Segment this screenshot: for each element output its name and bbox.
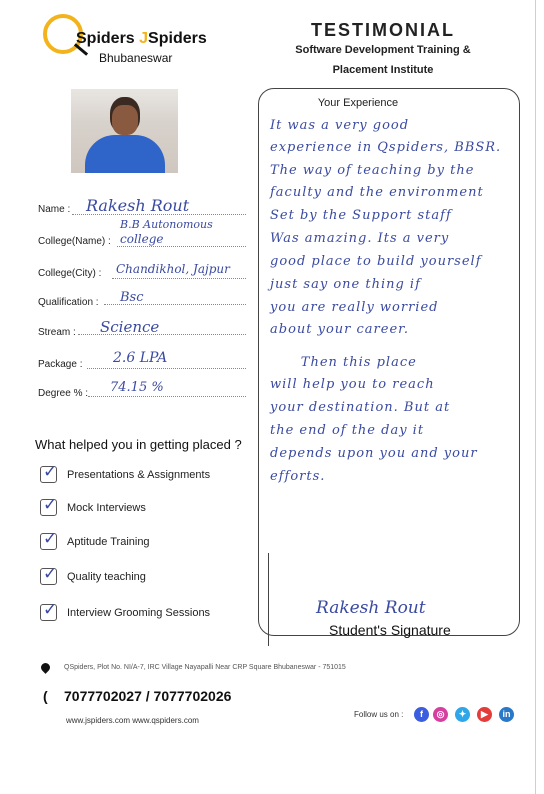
checkmark-icon: ✓ <box>43 600 58 620</box>
name-label: Name : <box>38 204 71 215</box>
phone-icon: ( <box>43 688 48 704</box>
checkbox-mock-interviews[interactable] <box>40 495 58 516</box>
logo-wordmark <box>76 30 207 48</box>
footer-phones: 7077702027 / 7077702026 <box>64 688 232 704</box>
experience-line: depends upon you and your <box>270 446 478 461</box>
follow-us-label: Follow us on : <box>354 710 404 719</box>
subtitle-line-1: Software Development Training & <box>295 44 471 56</box>
page-title: TESTIMONIAL <box>311 20 455 40</box>
helped-item-label: Interview Grooming Sessions <box>67 607 211 619</box>
handwritten-signature: Rakesh Rout <box>316 598 426 618</box>
name-value: Rakesh Rout <box>86 196 190 215</box>
student-photo <box>71 89 178 173</box>
page-subtitle <box>276 40 490 80</box>
experience-line: will help you to reach <box>270 377 435 392</box>
footer-websites: www.jspiders.com www.qspiders.com <box>66 716 199 725</box>
checkmark-icon: ✓ <box>43 495 58 515</box>
experience-line: just say one thing if <box>270 277 421 292</box>
subtitle-line-2: Placement Institute <box>332 64 434 76</box>
experience-line: Then this place <box>270 355 417 370</box>
qualification-value: Bsc <box>120 290 144 305</box>
experience-heading: Your Experience <box>317 97 399 109</box>
experience-line: about your career. <box>270 322 410 337</box>
page-edge <box>535 0 536 794</box>
experience-line: experience in Qspiders, BBSR. <box>270 140 502 155</box>
experience-line: your destination. But at <box>270 400 451 415</box>
stream-value: Science <box>100 318 160 336</box>
experience-line: good place to build yourself <box>270 254 482 269</box>
logo-j-letter: J <box>139 30 149 47</box>
youtube-icon[interactable]: ▶ <box>477 707 492 722</box>
card-divider <box>268 553 269 646</box>
checkbox-presentations[interactable] <box>40 462 58 483</box>
experience-line: Set by the Support staff <box>270 208 452 223</box>
linkedin-icon[interactable]: in <box>499 707 514 722</box>
helped-question: What helped you in getting placed ? <box>35 437 242 452</box>
stream-label: Stream : <box>38 327 76 338</box>
footer-address: QSpiders, Plot No. NI/A-7, IRC Village Nayapalli Near CRP Square Bhubaneswar - 751015 <box>64 664 346 671</box>
helped-item-label: Mock Interviews <box>67 502 146 514</box>
logo-qspiders-text: Spiders <box>76 30 135 47</box>
checkmark-icon: ✓ <box>43 564 58 584</box>
checkbox-quality-teaching[interactable] <box>40 564 58 585</box>
degree-label: Degree % : <box>38 388 89 399</box>
college-city-value: Chandikhol, Jajpur <box>116 262 230 276</box>
package-value: 2.6 LPA <box>113 350 168 366</box>
college-name-label: College(Name) : <box>38 236 111 247</box>
experience-line: It was a very good <box>270 118 410 133</box>
experience-line: the end of the day it <box>270 423 425 438</box>
checkbox-interview-grooming[interactable] <box>40 600 58 621</box>
twitter-icon[interactable]: ✦ <box>455 707 470 722</box>
instagram-icon[interactable]: ◎ <box>433 707 448 722</box>
degree-value: 74.15 % <box>110 380 164 395</box>
experience-line: efforts. <box>270 469 326 484</box>
experience-line: Was amazing. Its a very <box>270 231 450 246</box>
experience-line: The way of teaching by the <box>270 163 475 178</box>
signature-label: Student's Signature <box>329 622 451 638</box>
city-underline <box>112 278 246 279</box>
facebook-icon[interactable]: f <box>414 707 429 722</box>
package-label: Package : <box>38 359 83 370</box>
degree-underline <box>88 396 246 397</box>
checkmark-icon: ✓ <box>43 529 58 549</box>
package-underline <box>87 368 246 369</box>
helped-item-label: Aptitude Training <box>67 536 150 548</box>
qualification-label: Qualification : <box>38 297 99 308</box>
logo-jspiders-text: Spiders <box>148 30 207 47</box>
college-city-label: College(City) : <box>38 268 102 279</box>
experience-line: faculty and the environment <box>270 185 484 200</box>
helped-item-label: Quality teaching <box>67 571 146 583</box>
helped-item-label: Presentations & Assignments <box>67 469 211 481</box>
checkmark-icon: ✓ <box>43 462 58 482</box>
logo-city: Bhubaneswar <box>99 51 173 65</box>
college-value-line1: B.B Autonomous <box>120 218 213 231</box>
checkbox-aptitude[interactable] <box>40 529 58 550</box>
college-underline <box>117 246 246 247</box>
experience-line: you are really worried <box>270 300 439 315</box>
college-value-line2: college <box>120 232 164 246</box>
location-pin-icon <box>39 661 52 674</box>
